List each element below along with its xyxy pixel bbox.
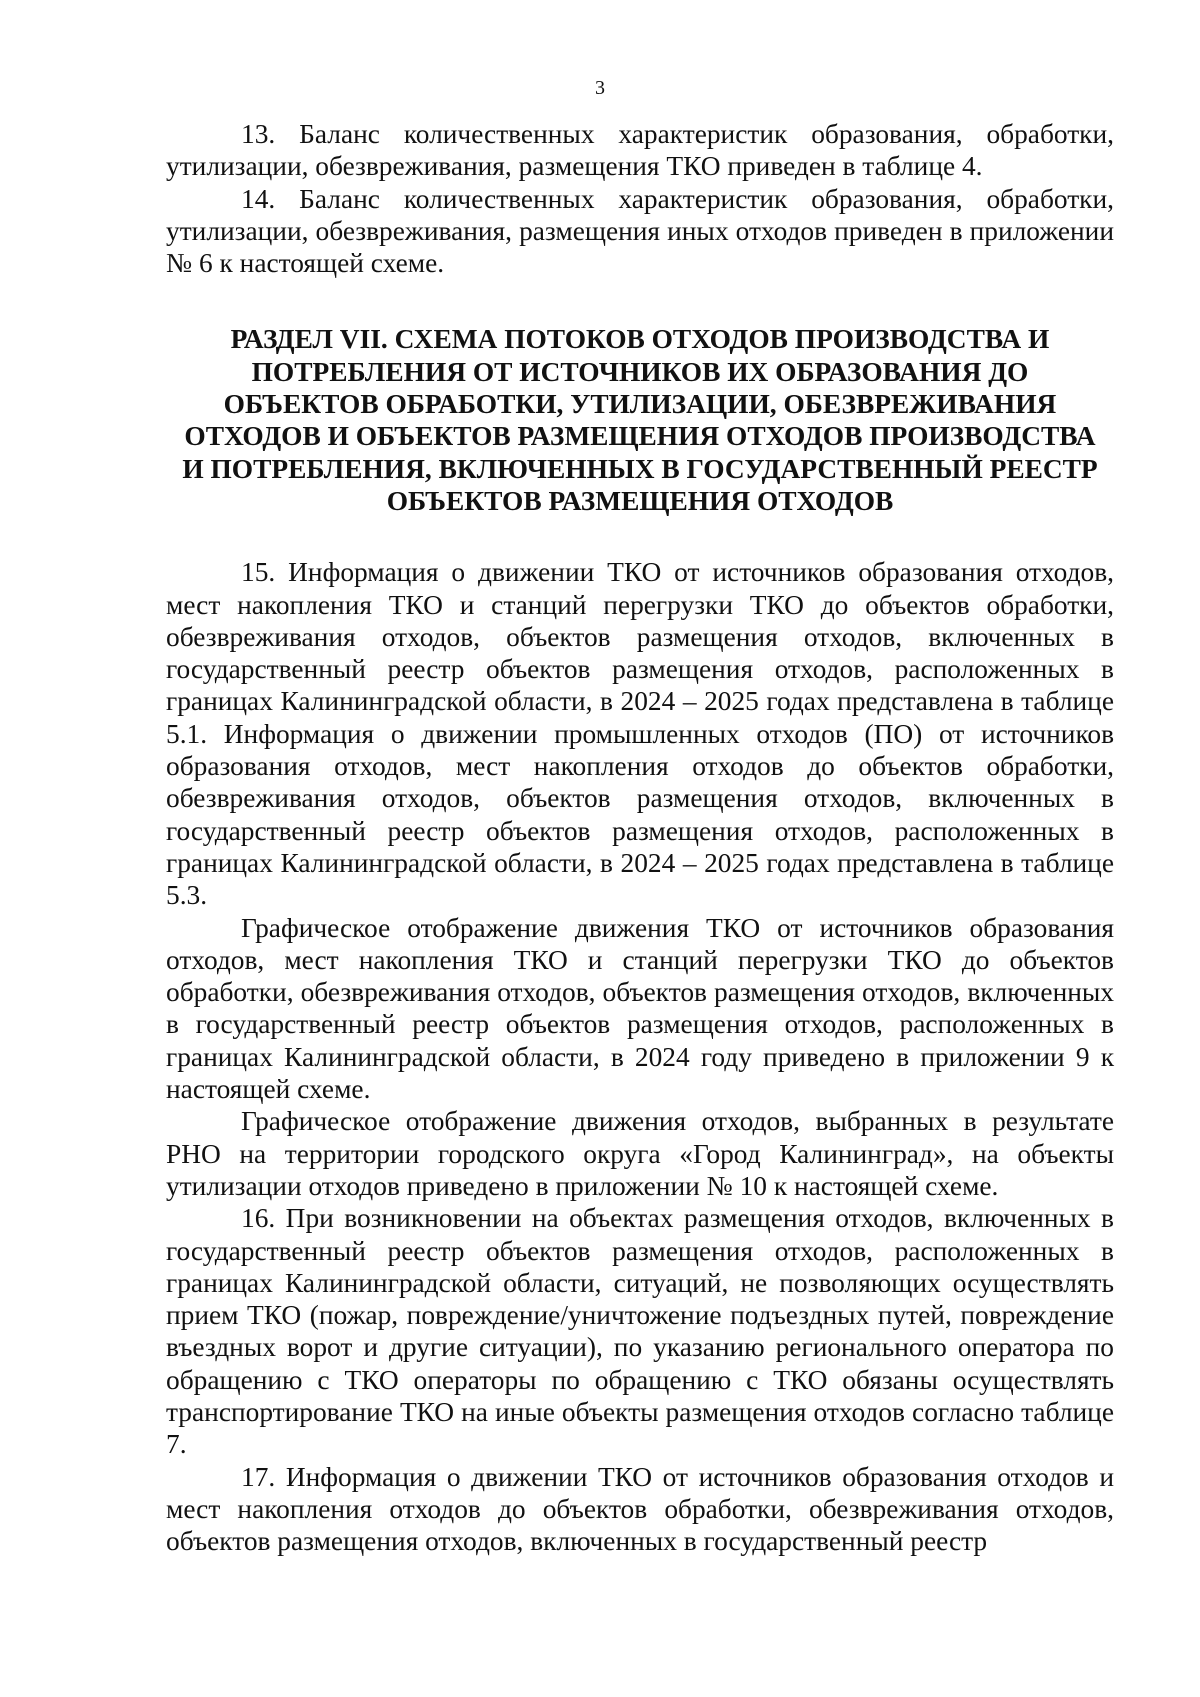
paragraph-graphic-rno: Графическое отображение движения отходов, выбранных в результате РНО на территории городского округа «Город Калининград», на объекты утилизации отходов приведено в приложении № 10 к настоящей схеме. — [166, 1106, 1114, 1201]
paragraph-13: 13. Баланс количественных характеристик образования, обработки, утилизации, обезвреживания, размещения ТКО приведен в таблице 4. — [166, 119, 1114, 182]
page-number: 3 — [595, 77, 605, 99]
document-body — [166, 118, 1114, 1557]
paragraph-graphic-tko: Графическое отображение движения ТКО от источников образования отходов, мест накопления ТКО и станций перегрузки ТКО до объектов обработки, обезвреживания отходов, объектов размещения отходов, включенных в государственный реестр объектов размещения отходов, расположенных в границах Калининградской области, в 2024 году приведено в приложении 9 к настоящей схеме. — [166, 912, 1114, 1105]
section-heading: РАЗДЕЛ VII. СХЕМА ПОТОКОВ ОТХОДОВ ПРОИЗВОДСТВА И ПОТРЕБЛЕНИЯ ОТ ИСТОЧНИКОВ ИХ ОБРАЗОВАНИЯ ДО ОБЪЕКТОВ ОБРАБОТКИ, УТИЛИЗАЦИИ, ОБЕЗВРЕЖИВАНИЯ ОТХОДОВ И ОБЪЕКТОВ РАЗМЕЩЕНИЯ ОТХОДОВ ПРОИЗВОДСТВА И ПОТРЕБЛЕНИЯ, ВКЛЮЧЕННЫХ В ГОСУДАРСТВЕННЫЙ РЕЕСТР ОБЪЕКТОВ РАЗМЕЩЕНИЯ ОТХОДОВ — [182, 324, 1098, 516]
paragraph-15: 15. Информация о движении ТКО от источников образования отходов, мест накопления ТКО и станций перегрузки ТКО до объектов обработки, обезвреживания отходов, объектов размещения отходов, включенных в государственный реестр объектов размещения отходов, расположенных в границах Калининградской области, в 2024 – 2025 годах представлена в таблице 5.1. Информация о движении промышленных отходов (ПО) от источников образования отходов, мест накопления отходов до объектов обработки, обезвреживания отходов, объектов размещения отходов, включенных в государственный реестр объектов размещения отходов, расположенных в границах Калининградской области, в 2024 – 2025 годах представлена в таблице 5.3. — [166, 557, 1114, 911]
paragraph-16: 16. При возникновении на объектах размещения отходов, включенных в государственный реестр объектов размещения отходов, расположенных в границах Калининградской области, ситуаций, не позволяющих осуществлять прием ТКО (пожар, повреждение/уничтожение подъездных путей, повреждение въездных ворот и другие ситуации), по указанию регионального оператора по обращению с ТКО операторы по обращению с ТКО обязаны осуществлять транспортирование ТКО на иные объекты размещения отходов согласно таблице 7. — [166, 1203, 1114, 1460]
paragraph-14: 14. Баланс количественных характеристик образования, обработки, утилизации, обезвреживания, размещения иных отходов приведен в приложении № 6 к настоящей схеме. — [166, 183, 1114, 279]
paragraph-17: 17. Информация о движении ТКО от источников образования отходов и мест накопления отходов до объектов обработки, обезвреживания отходов, объектов размещения отходов, включенных в государственный реестр — [166, 1461, 1114, 1557]
